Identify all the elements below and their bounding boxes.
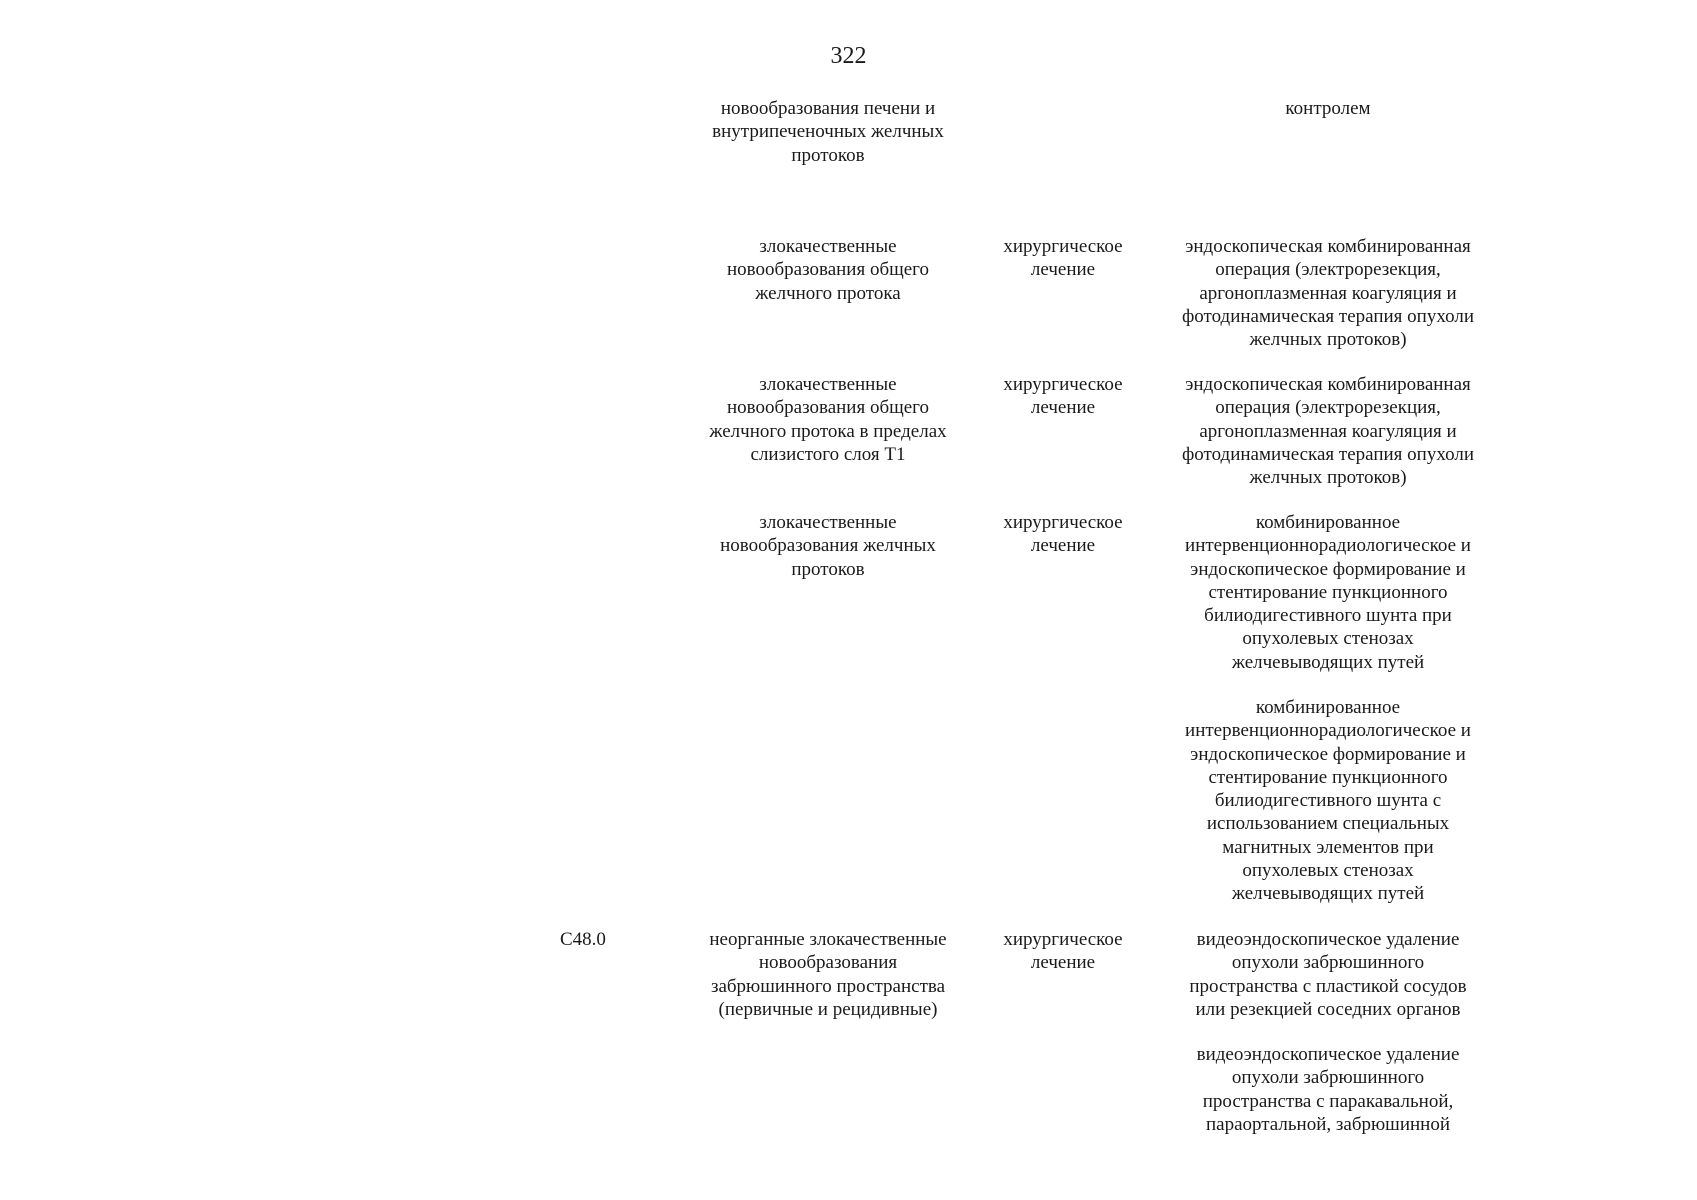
treatment-type: хирургическое лечение	[1003, 512, 1123, 557]
page-number: 322	[830, 43, 867, 69]
diagnosis-text: новообразования печени и внутрипеченочных желчных протоков	[712, 98, 944, 166]
treatment-method: комбинированное интервенционнорадиологическое и эндоскопическое формирование и стентирование пункционного билиодигестивного шунта с использованием специальных магнитных элементов при опухолевых стенозах желчевыводящих путей	[1185, 697, 1471, 905]
diagnosis-text: неорганные злокачественные новообразования забрюшинного пространства (первичные и рецидивные)	[709, 929, 947, 1020]
treatment-method: эндоскопическая комбинированная операция (электрорезекция, аргоноплазменная коагуляция и фотодинамическая терапия опухоли желчных протоков)	[1181, 374, 1475, 489]
treatment-method: эндоскопическая комбинированная операция (электрорезекция, аргоноплазменная коагуляция и фотодинамическая терапия опухоли желчных протоков)	[1181, 236, 1475, 351]
diagnosis-text: злокачественные новообразования общего желчного протока	[726, 236, 930, 304]
diagnosis-code: С48.0	[560, 929, 606, 950]
treatment-type: хирургическое лечение	[1003, 929, 1123, 974]
diagnosis-text: злокачественные новообразования желчных протоков	[720, 512, 936, 580]
table-row	[0, 1043, 1697, 1143]
table-row	[0, 511, 1697, 696]
diagnosis-text: злокачественные новообразования общего желчного протока в пределах слизистого слоя Т1	[709, 374, 947, 465]
treatment-type: хирургическое лечение	[1003, 374, 1123, 419]
treatment-method: видеоэндоскопическое удаление опухоли забрюшинного пространства с пластикой сосудов или резекцией соседних органов	[1189, 929, 1467, 1020]
treatment-type: хирургическое лечение	[1003, 236, 1123, 281]
table-row	[0, 696, 1697, 928]
table-row	[0, 373, 1697, 511]
treatment-method: контролем	[1285, 98, 1371, 119]
table-row	[0, 928, 1697, 1043]
treatment-table	[0, 97, 1697, 1143]
table-row	[0, 97, 1697, 235]
treatment-method: видеоэндоскопическое удаление опухоли забрюшинного пространства с паракавальной, параортальной, забрюшинной	[1196, 1044, 1460, 1135]
table-row	[0, 235, 1697, 373]
treatment-method: комбинированное интервенционнорадиологическое и эндоскопическое формирование и стентирование пункционного билиодигестивного шунта при опухолевых стенозах желчевыводящих путей	[1185, 512, 1471, 673]
